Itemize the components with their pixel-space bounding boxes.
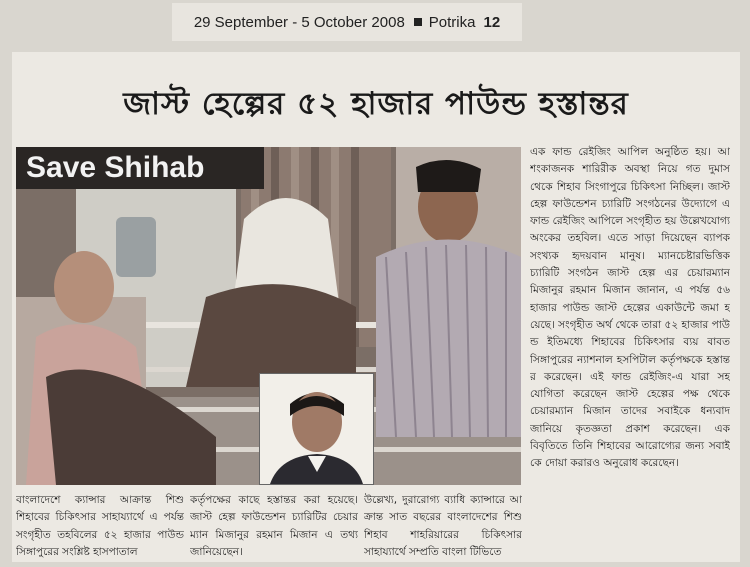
issue-date-range: 29 September - 5 October 2008	[193, 13, 405, 31]
article-column-bottom-1: বাংলাদেশে ক্যান্সার আক্রান্ত শিশু শিহাবের চিকিৎসার সাহায্যার্থে এ পর্যন্ত সংগৃহীত তহবিলের ৫২ হাজার পাউন্ড সিঙ্গাপুরের সংশ্লিষ্ট হাসপাতাল	[16, 494, 184, 558]
article-photo	[16, 147, 521, 485]
article-column-bottom-3: উল্লেখ্য, দুরারোগ্য ব্যাধি ক্যান্সারে আক্রান্ত সাত বছরের বাংলাদেশের শিশু শিহাব শাহরিয়ারের চিকিৎসার সাহায্যার্থে সম্প্রতি বাংলা টিভিতে	[364, 494, 522, 558]
article-headline: জাস্ট হেল্পের ৫২ হাজার পাউন্ড হস্তান্তর	[123, 86, 629, 122]
article-column-right: এক ফান্ড রেইজিং আপিল অনুষ্ঠিত হয়। আশংকাজনক শারিরীক অবস্থা নিয়ে গত দুমাস থেকে শিহাব সিংগাপুরে চিকিৎসা নিচ্ছিল। জাস্ট হেল্প ফাউন্ডেশন চ্যারিটি সংগঠনের উদ্যোগে এ ফান্ড রেইজিং আপিলে সংগৃহীত হয় উল্লেখযোগ্য অংকের তহবিল। এতে সাড়া দিয়েছেন ব্যাপক সংখ্যক হৃদয়বান মানুষ। ম্যানচেষ্টারভিত্তিক চ্যারিটি সংগঠন জাস্ট হেল্প এর চেয়ারম্যান মিজানুর রহমান মিজান জানান, এ পর্যন্ত ৫৬ হাজার পাউন্ড জাস্ট হেল্পের একাউন্টে জমা হয়েছে। সংগৃহীত অর্থ থেকে তারা ৫২ হাজার পাউন্ড ইতিমধ্যে শিহাবের চিকিৎসার ব্যয় বাবত সিঙ্গাপুরের ন্যাশনাল হসপিটাল কর্তৃপক্ষকে হস্তান্তর করেছেন। এই ফান্ড রেইজিং-এ যারা সহযোগিতা করেছেন জাস্ট হেল্পের পক্ষ থেকে চেয়ারম্যান মিজান তাদের সবাইকে ধন্যবাদ জানিয়ে কৃতজ্ঞতা প্রকাশ করেছেন। এক বিবৃতিতে তিনি শিহাবের আরোগ্যের জন্য সবাইকে দোয়া করারও অনুরোধ করেছেন।	[530, 146, 730, 470]
article-column-bottom-2: কর্তৃপক্ষের কাছে হস্তান্তর করা হয়েছে। জাস্ট হেল্প ফাউন্ডেশন চ্যারিটির চেয়ারম্যান মিজানুর রহমান মিজান এ তথ্য জানিয়েছেন।	[190, 494, 358, 558]
publication-name: Potrika	[428, 13, 476, 31]
child-portrait-inset	[259, 373, 374, 485]
child-portrait-photo	[260, 374, 373, 484]
page-number: 12	[483, 13, 501, 31]
save-shihab-banner: Save Shihab	[16, 147, 264, 189]
square-bullet-icon	[414, 18, 422, 26]
newspaper-clipping	[12, 52, 740, 562]
page-header	[172, 3, 522, 41]
